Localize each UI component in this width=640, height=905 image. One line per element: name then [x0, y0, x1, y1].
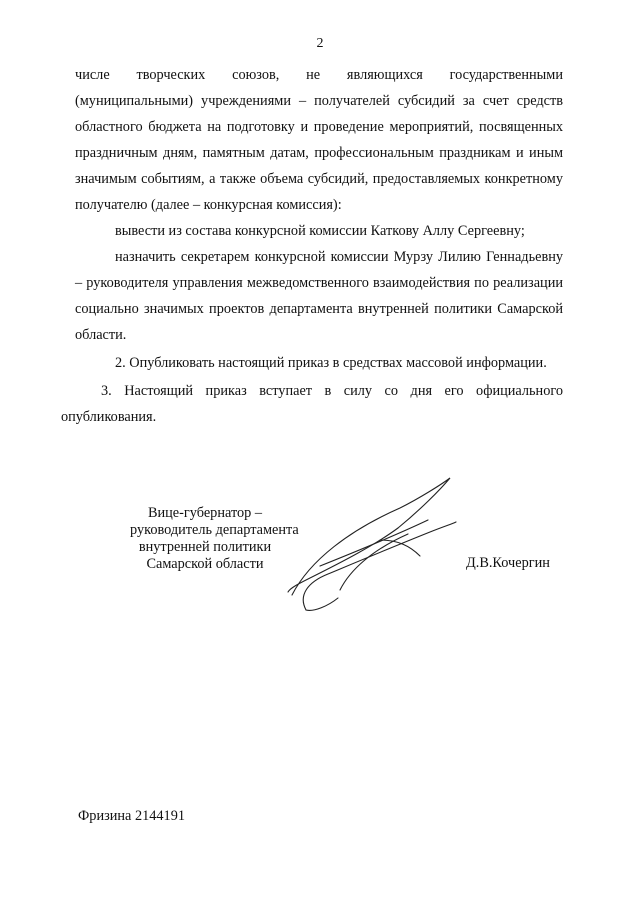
signatory-name: Д.В.Кочергин — [466, 555, 550, 571]
page-number: 2 — [316, 36, 324, 51]
signatory-position — [130, 505, 299, 573]
paragraph-publish: 2. Опубликовать настоящий приказ в средствах массовой информации. — [115, 355, 547, 371]
position-line: внутренней политики — [138, 539, 272, 555]
paragraph-commission-definition: числе творческих союзов, не являющихся государственными (муниципальными) учреждениями – получателей субсидий за счет средств областного бюджета на подготовку и проведение мероприятий, посвященных праздничным дням, памятным датам, профессиональным праздникам и иным значимым событиям, а также объема субсидий, предоставляемых конкретному получателю (далее – конкурсная комиссия): — [75, 67, 563, 213]
position-line: Вице-губернатор – — [147, 505, 263, 521]
position-line: Самарской области — [146, 556, 264, 572]
paragraph-remove-member: вывести из состава конкурсной комиссии Каткову Аллу Сергеевну; — [115, 223, 525, 239]
executor-footer: Фризина 2144191 — [78, 808, 186, 824]
position-line: руководитель департамента — [130, 522, 299, 538]
document-body — [61, 62, 563, 430]
paragraph-effective: 3. Настоящий приказ вступает в силу со дня его официального опубликования. — [61, 383, 563, 425]
paragraph-appoint-secretary: назначить секретарем конкурсной комиссии Мурзу Лилию Геннадьевну – руководителя управления межведомственного взаимодействия по реализации социально значимых проектов департамента внутренней политики Самарской области. — [75, 249, 563, 343]
handwritten-signature — [280, 470, 480, 620]
